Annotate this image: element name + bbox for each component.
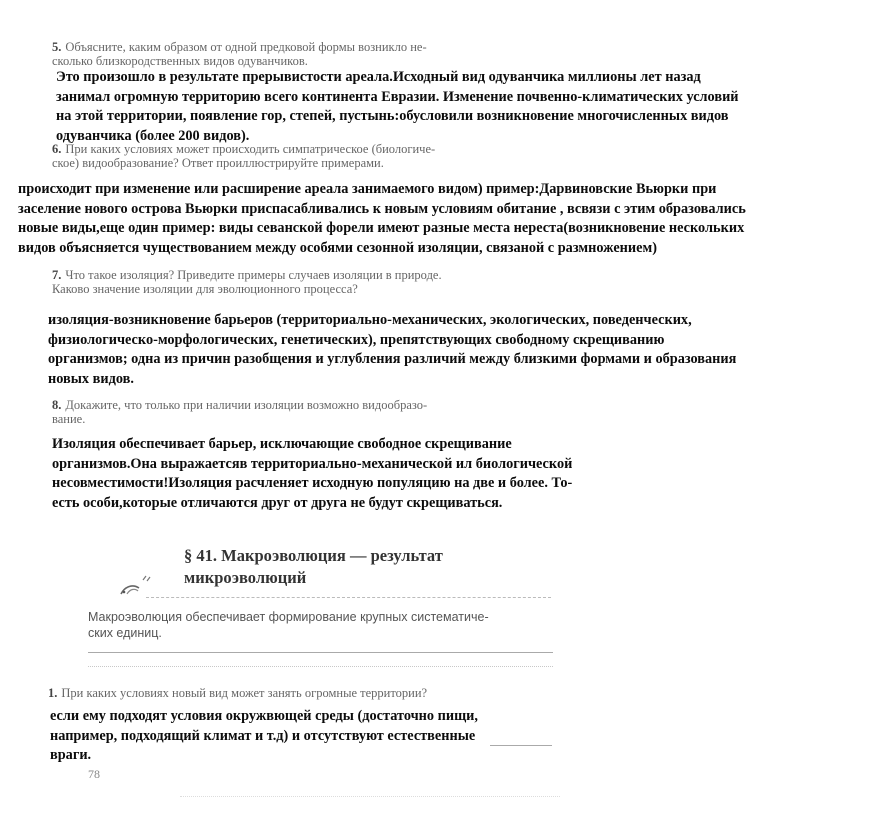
answer-line: [88, 666, 553, 667]
question-7: [52, 268, 442, 296]
question-8-number: 8.: [52, 398, 62, 412]
answer-8-line: организмов.Она выражаетсяв территориально-механической ил биологической: [52, 455, 573, 472]
question-7-line: Что такое изоляция? Приведите примеры случаев изоляции в природе.: [65, 268, 442, 282]
question-7-number: 7.: [52, 268, 62, 282]
question-1-number: 1.: [48, 686, 58, 700]
question-6-line: При каких условиях может происходить симпатрическое (биологиче-: [65, 142, 436, 156]
answer-5-line: одуванчика (более 200 видов).: [56, 127, 250, 144]
answer-line: [88, 652, 553, 653]
section-heading: [184, 545, 443, 589]
question-6: [52, 142, 435, 170]
answer-8-line: несовместимости!Изоляция расчленяет исходную популяцию на две и более. То-: [52, 475, 573, 491]
section-summary-line: ских единиц.: [88, 626, 162, 640]
question-7-line: Каково значение изоляции для эволюционного процесса?: [52, 282, 358, 296]
answer-5-line: занимал огромную территорию всего континента Евразии. Изменение почвенно-климатических условий: [56, 88, 739, 105]
answer-7-line: изоляция-возникновение барьеров (территориально-механических, экологических, поведенческих,: [48, 312, 692, 328]
question-8-line: вание.: [52, 412, 86, 426]
box-top-border: [146, 597, 551, 598]
page-number: 78: [88, 767, 100, 781]
question-5-line: сколько близкородственных видов одуванчиков.: [52, 54, 308, 68]
answer-8-line: Изоляция обеспечивает барьер, исключающие свободное скрещивание: [52, 436, 512, 452]
answer-6-line: новые виды,еще один пример: виды севанской форели имеют разные места нереста(возникновение нескольких: [18, 220, 745, 236]
answer-5-line: на этой территории, появление гор, степей, пустынь:обусловили возникновение многочисленных видов: [56, 108, 729, 124]
answer-1-line: например, подходящий климат и т.д) и отсутствуют естественные: [50, 727, 476, 744]
question-8-line: Докажите, что только при наличии изоляции возможно видообразо-: [65, 398, 428, 412]
question-6-number: 6.: [52, 142, 62, 156]
answer-8-line: есть особи,которые отличаются друг от друга не будут скрещиваться.: [52, 494, 503, 511]
answer-6-line: видов объясняется чуществованием между особями сезонной изоляции, связаной с размножением): [18, 239, 657, 256]
question-5: [52, 40, 427, 68]
answer-6: [18, 180, 746, 258]
answer-5: [56, 68, 739, 146]
answer-6-line: заселение нового острова Вьюрки приспасабливались к новым условиям обитание , всвязи с этим образовались: [18, 200, 746, 217]
section-summary-line: Макроэволюция обеспечивает формирование крупных систематиче-: [88, 610, 489, 624]
faint-line: [180, 796, 560, 797]
answer-7-line: организмов; одна из причин разобщения и углубления различий между близкими формами и образования: [48, 351, 737, 367]
answer-7-line: новых видов.: [48, 370, 134, 387]
answer-1-line: враги.: [50, 747, 92, 763]
answer-line: [490, 745, 552, 746]
section-heading-line: § 41. Макроэволюция — результат: [184, 546, 443, 565]
section-heading-line: микроэволюций: [184, 568, 307, 587]
section-summary-box: [88, 609, 558, 641]
question-5-number: 5.: [52, 40, 62, 54]
answer-1: [50, 707, 478, 766]
question-1: [48, 686, 427, 700]
answer-8: [52, 435, 572, 513]
question-1-line: При каких условиях новый вид может занять огромные территории?: [61, 686, 428, 700]
answer-6-line: происходит при изменение или расширение ареала занимаемого видом) пример:Дарвиновские Вьюрки при: [18, 181, 717, 197]
answer-5-line: Это произошло в результате прерывистости ареала.Исходный вид одуванчика миллионы лет назад: [56, 69, 701, 85]
answer-7-line: физиологическо-морфологических, генетических), препятствующих свободному скрещиванию: [48, 331, 665, 348]
answer-1-line: если ему подходят условия окружвющей среды (достаточно пищи,: [50, 708, 478, 724]
answer-7: [48, 311, 736, 389]
question-8: [52, 398, 427, 426]
question-5-line: Объясните, каким образом от одной предковой формы возникло не-: [65, 40, 427, 54]
question-6-line: ское) видообразование? Ответ проиллюстрируйте примерами.: [52, 156, 384, 170]
